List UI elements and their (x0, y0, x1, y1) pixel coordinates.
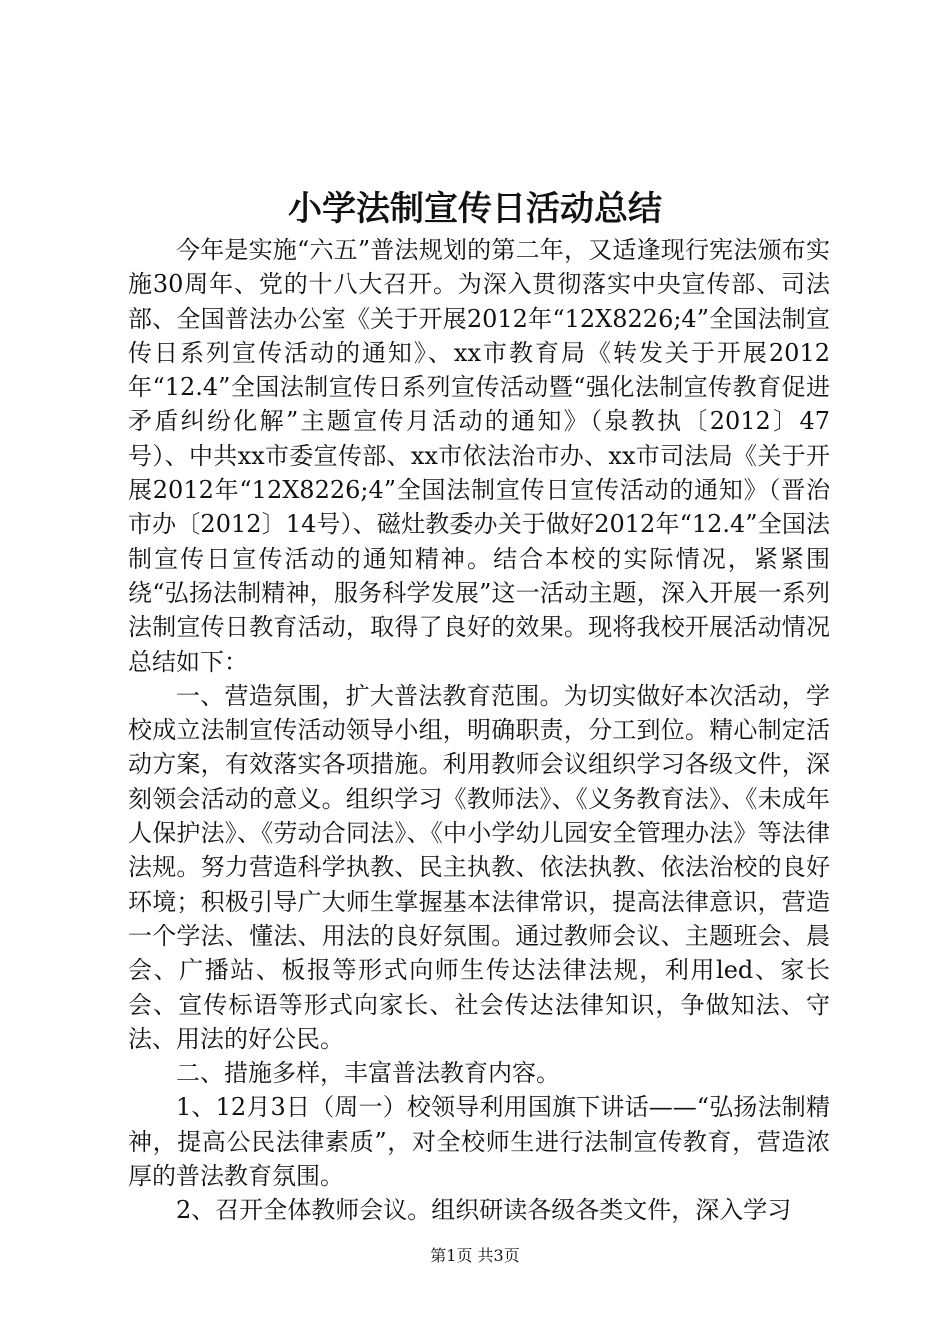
page-footer: 第1页 共3页 (430, 1246, 520, 1265)
paragraph-intro: 今年是实施“六五”普法规划的第二年，又适逢现行宪法颁布实施30周年、党的十八大召开。为深入贯彻落实中央宣传部、司法部、全国普法办公室《关于开展2012年“12X8226;4”全国法制宣传日系列宣传活动的通知》、xx市教育局《转发关于开展2012年“12.4”全国法制宣传日系列宣传活动暨“强化法制宣传教育促进矛盾纠纷化解”主题宣传月活动的通知》（泉教执〔2012〕47号）、中共xx市委宣传部、xx市依法治市办、xx市司法局《关于开展2012年“12X8226;4”全国法制宣传日宣传活动的通知》（晋治市办〔2012〕14号）、磁灶教委办关于做好2012年“12.4”全国法制宣传日宣传活动的通知精神。结合本校的实际情况，紧紧围绕“弘扬法制精神，服务科学发展”这一活动主题，深入开展一系列法制宣传日教育活动，取得了良好的效果。现将我校开展活动情况总结如下： (128, 236, 830, 676)
paragraph-item-1: 1、12月3日（周一）校领导利用国旗下讲话——“弘扬法制精神，提高公民法律素质”，对全校师生进行法制宣传教育，营造浓厚的普法教育氛围。 (128, 1093, 830, 1191)
document-body (128, 233, 830, 1228)
paragraph-item-2: 2、召开全体教师会议。组织研读各级各类文件，深入学习 (176, 1196, 792, 1225)
paragraph-section-2-heading: 二、措施多样，丰富普法教育内容。 (176, 1059, 560, 1088)
paragraph-section-1: 一、营造氛围，扩大普法教育范围。为切实做好本次活动，学校成立法制宣传活动领导小组，明确职责，分工到位。精心制定活动方案，有效落实各项措施。利用教师会议组织学习各级文件，深刻领会活动的意义。组织学习《教师法》、《义务教育法》、《未成年人保护法》、《劳动合同法》、《中小学幼儿园安全管理办法》等法律法规。努力营造科学执教、民主执教、依法执教、依法治校的良好环境；积极引导广大师生掌握基本法律常识，提高法律意识，营造一个学法、懂法、用法的良好氛围。通过教师会议、主题班会、晨会、广播站、板报等形式向师生传达法律法规，利用led、家长会、宣传标语等形式向家长、社会传达法律知识，争做知法、守法、用法的好公民。 (128, 681, 830, 1053)
document-title: 小学法制宣传日活动总结 (288, 189, 662, 229)
